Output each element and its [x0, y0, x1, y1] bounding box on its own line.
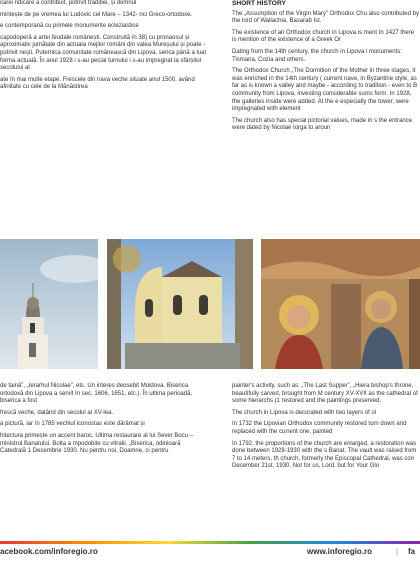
paragraph: The church in Lipova is decorated with two layers of ol	[232, 409, 377, 416]
paragraph: cărei ridicare a contribuit, potrivit tradiției, și domnul	[0, 0, 137, 6]
paragraph: e contemporană cu primele monumente ecleziastice	[0, 23, 139, 30]
footer-separator: |	[396, 547, 399, 556]
left-column-top	[0, 0, 208, 96]
facebook-link[interactable]: acebook.com/inforegio.ro	[0, 547, 98, 556]
left-column-bottom	[0, 383, 208, 460]
church-tower-photo	[0, 239, 98, 369]
paragraph: The Orthodox Church „The Dormition of the Mother in three stages, it was enriched in the 14th century ( current nave, in Byzantine style, as far as is known a valley and maybe - according to tradition - even to B community from Lipova, investing considerable sums form. In 1928, the galleries inside were added. At the e especially the tower, were impregnated with element	[232, 68, 418, 113]
paragraph: painter's activity, such as: „The Last Supper”, „Hiera bishop's throne, beautifully carved, brought from M century XV-XVII as the cathedral of some hierarchs (1 restored and the paintings preserved.	[232, 383, 418, 405]
right-column-top	[232, 0, 420, 137]
rainbow-divider	[0, 541, 420, 544]
footer-tail-link[interactable]: fa	[408, 547, 416, 556]
paragraph: In 1732 the Lipovian Orthodox community restored torn down and replaced with the current one, painted	[232, 421, 407, 435]
paragraph: capodoperă a artei feudale românești. Construită în 38) cu pronaosul și aproximativ jumătate din actuala mejilor români din valea Mureșului și poate - potrivit nești. Puternica comunitate românească din Lipova, serica până a luat forma actuală. În anul 1928 i s-au pecial turnului i s-au impregnat la sfârșitul secolului al	[0, 34, 207, 72]
paragraph: In 1792, the proportions of the church are enlarged, a restoration was done between 1928-1930 with the s Banat. The vault was raised from 7 to 14 meters, th church, formerly the Episcopal Cathedral, was con December 21st, 1930. Not for us, Lord, but for Your Glo	[232, 440, 417, 470]
fresco-photo	[261, 239, 420, 369]
church-exterior-photo	[107, 239, 253, 369]
paragraph: frescă veche, datând din secolul al XV-lea.	[0, 409, 114, 416]
website-link[interactable]: www.inforegio.ro	[307, 547, 373, 556]
paragraph: mintește de pe vremea lui Ludovic cel Mare – 1342- rici Greco-ortodoxe.	[0, 11, 193, 18]
right-column-bottom	[232, 383, 420, 475]
paragraph: The „Assumption of the Virgin Mary” Orthodox Chu also contributed by the lord of Wallachia, Basarab Ist.	[232, 10, 419, 25]
paragraph: ate în mai multe etape. Frescele din nava veche situate anul 1500, având afinitate cu cele de la Mănăstirea	[0, 76, 195, 91]
paragraph: a pictură, iar în 1785 vechiul iconostas este dărâmat și	[0, 421, 145, 428]
paragraph: The existence of an Orthodox church in Lipova is ment In 1427 there is mention of the existence of a Greek Or	[232, 29, 415, 44]
paragraph: hitectura primește un accent baroc. Ultima restaurare al lui Sever Bocu – ministrul Banatului. Bolta a mpodobite cu vitralii. „Biserica, odinioară Catedrală 1 Decembrie 1930. Nu pentru noi, Doamne, ci pentru	[0, 432, 194, 455]
paragraph: The church also has special pictorial values, made in s the entrance were dated by Nicolae Iorga to aroun	[232, 117, 413, 132]
paragraph: Dating from the 14th century, the church in Lipova i monuments: Tismana, Cozia and others.	[232, 48, 402, 63]
paragraph: de taină”, „Ierarhul Nicolae”, etc. Un interes deosebit Moldova. Biserica ortodoxă din Lipova a servit în sec. 1606, 1651, etc.). În ultima perioadă, biserica a fost	[0, 383, 193, 405]
section-title: SHORT HISTORY	[232, 0, 286, 7]
